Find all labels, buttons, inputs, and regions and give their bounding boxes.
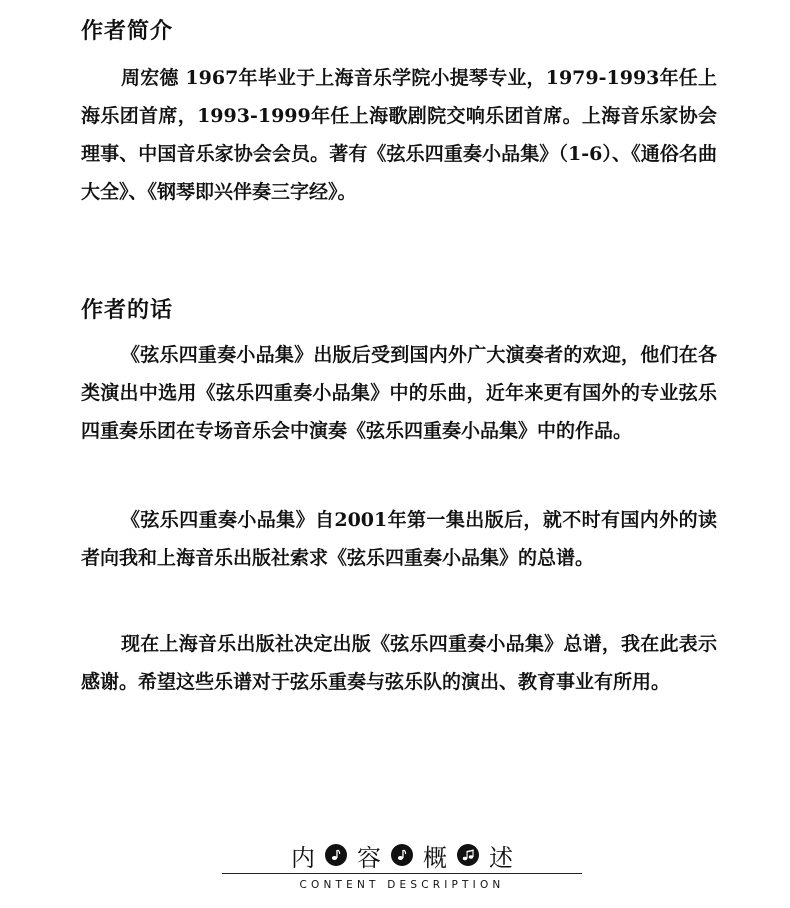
author-intro-heading: 作者简介	[81, 19, 174, 44]
author-intro-paragraph: 周宏德 1967年毕业于上海音乐学院小提琴专业，1979-1993年任上海乐团首席，1993-1999年任上海歌剧院交响乐团首席。上海音乐家协会理事、中国音乐家协会会员。著有《弦乐四重奏小品集》（1-6）、《通俗名曲大全》、《钢琴即兴伴奏三字经》。	[81, 67, 717, 203]
music-note-icon	[325, 844, 347, 866]
footer-char-4: 述	[489, 843, 513, 872]
content-description-title	[222, 835, 582, 875]
content-description-subtitle: CONTENT DESCRIPTION	[299, 879, 505, 891]
author-words-heading: 作者的话	[81, 298, 174, 323]
footer-char-1: 内	[291, 843, 315, 872]
music-note-icon	[457, 844, 479, 866]
footer-char-2: 容	[357, 843, 381, 872]
footer-divider	[222, 873, 582, 874]
content-description-banner	[222, 835, 582, 897]
music-note-icon	[391, 844, 413, 866]
footer-char-3: 概	[423, 843, 447, 872]
author-words-paragraph-1: 《弦乐四重奏小品集》出版后受到国内外广大演奏者的欢迎，他们在各类演出中选用《弦乐四重奏小品集》中的乐曲，近年来更有国外的专业弦乐四重奏乐团在专场音乐会中演奏《弦乐四重奏小品集》中的作品。	[81, 344, 717, 442]
author-words-paragraph-2: 《弦乐四重奏小品集》自2001年第一集出版后，就不时有国内外的读者向我和上海音乐出版社索求《弦乐四重奏小品集》的总谱。	[81, 509, 717, 569]
author-words-paragraph-3: 现在上海音乐出版社决定出版《弦乐四重奏小品集》总谱，我在此表示感谢。希望这些乐谱对于弦乐重奏与弦乐队的演出、教育事业有所用。	[81, 633, 717, 693]
